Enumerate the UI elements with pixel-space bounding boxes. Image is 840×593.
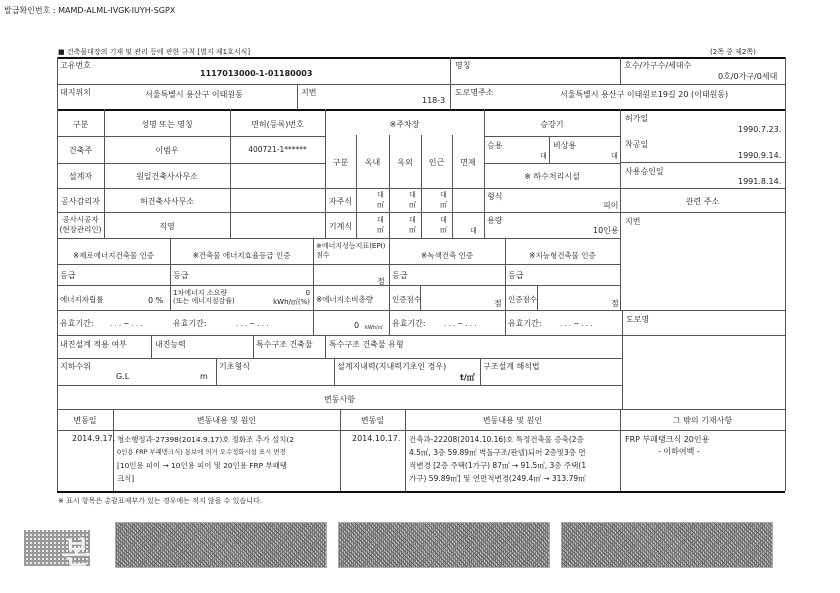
smart-grade-label: 등급: [508, 271, 524, 280]
self-rate-label: 에너지자립률: [60, 295, 104, 304]
parking-self-label: 자주식: [328, 197, 353, 206]
sewage-cap-label: 용량: [487, 216, 503, 225]
unit-m2: ㎡: [377, 201, 384, 209]
unit-m2: ㎡: [440, 226, 447, 234]
energy-total-label: ※에너지소비총량: [316, 295, 373, 304]
change-line: 적변경 [2층 주택(1가구) 87㎡ → 91.5㎡, 3층 주택(1: [409, 461, 587, 470]
sewage-cap-value: 10인용: [593, 226, 619, 235]
green-cert-score-label: 인증점수: [392, 295, 421, 304]
unique-no-label: 고유번호: [60, 61, 91, 70]
change-date: 2014.9.17.: [72, 434, 116, 443]
change-line: 청소행정과-27398(2014.9.17)호 정화조 추가 설치(2: [117, 435, 295, 444]
eff-grade-label: 등급: [173, 271, 189, 280]
green-validity-label: 유효기간:: [392, 319, 426, 328]
form-caption: ■ 건축물대장의 기재 및 관리 등에 관한 규칙 [별지 제1호서식]: [58, 48, 251, 56]
elevator-emergency: 비상용: [553, 141, 577, 150]
lot-value: 118-3: [422, 96, 446, 105]
name-label: 명칭: [455, 61, 471, 70]
constructor-label: 공사시공자 (현장관리인): [59, 215, 102, 234]
approval-date: 1991.8.14.: [738, 177, 782, 186]
owner-license: 400721-1******: [248, 145, 307, 154]
unit-dae: 대: [377, 191, 384, 199]
energy-total-unit: kWh/㎡: [365, 325, 383, 331]
change-line: [10인용 피이 → 10인용 피이 및 20인용 FRP 부패탱: [117, 461, 287, 470]
parking-title: ※주차장: [389, 120, 420, 129]
constructor-name: 직영: [159, 222, 175, 231]
smart-validity-label: 유효기간:: [508, 319, 542, 328]
unit-m2: ㎡: [377, 226, 384, 234]
unit-dae: 대: [409, 216, 416, 224]
special-structure-type-label: 특수구조 건축물 유형: [329, 340, 404, 349]
parking-exempt-header: 면제: [460, 158, 476, 167]
road-label: 도로명주소: [455, 88, 494, 97]
change-date-header: 변동일: [73, 416, 97, 425]
green-building-label: ※녹색건축 인증: [420, 251, 474, 260]
unit-dae: 대: [470, 227, 477, 235]
smart-building-label: ※지능형건축물 인증: [529, 251, 596, 260]
related-address-label: 관련 주소: [685, 197, 720, 206]
unit-value: 0호/0가구/0세대: [718, 72, 778, 81]
start-label: 착공일: [625, 140, 649, 149]
bearing-unit: t/㎡: [460, 373, 475, 382]
elevator-title: 승강기: [540, 120, 564, 129]
energy-efficiency-label: ※건축물 에너지효율등급 인증: [192, 251, 291, 260]
seismic-design-label: 내진설계 적용 여부: [60, 340, 127, 349]
parking-mech-label: 기계식: [328, 222, 353, 231]
road-value: 서울특별시 용산구 이태원로19길 20 (이태원동): [560, 90, 729, 99]
barcode-block-3: [561, 522, 773, 568]
seismic-capacity-label: 내진능력: [155, 340, 186, 349]
special-structure-label: 특수구조 건축물: [256, 340, 313, 349]
footnote: ※ 표시 항목은 총괄표제부가 있는 경우에는 적지 않을 수 있습니다.: [58, 497, 262, 505]
primary-energy-label: 1차에너지 소요량 (또는 에너지절감률): [173, 289, 235, 305]
other-item: FRP 부패탱크식 20인용: [625, 435, 710, 444]
watermark-char: 본: [62, 536, 91, 571]
sewage-title: ※ 하수처리시설: [524, 172, 580, 181]
smart-cert-score-label: 인증점수: [508, 295, 537, 304]
eff-validity-value: . . . ~ . . .: [236, 320, 269, 328]
change-content-left: [117, 433, 294, 485]
smart-score-unit: 점: [611, 299, 619, 308]
change-content-header: 변동내용 및 원인: [196, 416, 257, 425]
analysis-method-label: 구조설계 해석법: [483, 362, 540, 371]
unique-no-value: 1117013000-1-01180003: [200, 69, 313, 78]
change-line: 4.5㎡, 3층 59.89㎡ 벽돌구조/판넬)되어 2층및3층 면: [409, 448, 586, 457]
owner-label: 건축주: [68, 146, 93, 155]
parking-outdoor-header: 옥외: [397, 158, 413, 167]
designer-label: 설계자: [68, 172, 93, 181]
foundation-label: 기초형식: [219, 362, 250, 371]
change-content-header: 변동내용 및 원인: [482, 416, 543, 425]
people-name-header: 성명 또는 명칭: [141, 120, 193, 129]
site-value: 서울특별시 용산구 이태원동: [145, 90, 243, 99]
page-info: (2쪽 중 제2쪽): [710, 48, 756, 56]
eff-validity-label: 유효기간:: [173, 319, 207, 328]
changes-title: 변동사항: [324, 395, 355, 404]
self-rate-value: 0 %: [148, 296, 164, 305]
groundwater-gl: G.L: [116, 372, 130, 381]
change-content-mid: [409, 433, 586, 485]
owner-name: 이범우: [155, 146, 179, 155]
zero-grade-label: 등급: [60, 271, 76, 280]
lot-label: 지번: [301, 88, 317, 97]
supervisor-label: 공사감리자: [61, 197, 100, 206]
zero-validity-value: . . . ~ . . .: [110, 320, 143, 328]
elevator-unit: 대: [540, 152, 547, 160]
change-line: 크식]: [117, 474, 135, 483]
permit-label: 허가일: [625, 114, 649, 123]
unit-m2: ㎡: [409, 201, 416, 209]
people-kind-header: 구분: [72, 120, 89, 129]
change-date-header: 변동일: [360, 416, 385, 425]
smart-validity-value: . . . ~ . . .: [560, 320, 593, 328]
designer-name: 원일건축사사무소: [136, 172, 198, 181]
unit-m2: ㎡: [409, 226, 416, 234]
unit-dae: 대: [409, 191, 416, 199]
change-line: 가구) 59.89㎡] 및 연면적변경(249.4㎡ → 313.79㎡: [409, 474, 586, 483]
green-score-unit: 점: [494, 299, 502, 308]
supervisor-name: 허건축사사무소: [139, 197, 195, 206]
green-grade-label: 등급: [392, 271, 408, 280]
approval-label: 사용승인일: [625, 167, 664, 176]
green-validity-value: . . . ~ . . .: [444, 320, 477, 328]
people-license-header: 면허(등록)번호: [251, 120, 304, 129]
unit-m2: ㎡: [440, 201, 447, 209]
barcode-block-2: [338, 522, 550, 568]
epi-label: ※에너지성능지표(EPI) 점수: [316, 242, 386, 259]
change-date: 2014.10.17.: [352, 434, 401, 443]
change-line: 건축과-22208(2014.10.16)호 특정건축물 증축(2층: [409, 435, 584, 444]
parking-adjacent-header: 인근: [428, 158, 445, 167]
road-name-label: 도로명: [626, 315, 650, 324]
other-item: - 이하여백 -: [658, 447, 700, 456]
unit-dae: 대: [440, 191, 447, 199]
elevator-passenger: 승용: [487, 141, 503, 150]
site-label: 대지위치: [60, 88, 91, 97]
change-line: 0인용 FRP 부패탱크식) 통보에 의거 오수정화시설 표시 변경: [117, 448, 286, 456]
elevator-unit: 대: [611, 152, 618, 160]
issue-number: 발급확인번호 : MAMD-ALML-IVGK-IUYH-SGPX: [4, 6, 176, 15]
unit-dae: 대: [377, 216, 384, 224]
energy-total-value: 0: [354, 321, 360, 330]
primary-energy-value: 0 kWh/㎡(%): [273, 289, 310, 306]
zero-energy-label: ※제로에너지건축물 인증: [72, 251, 155, 260]
groundwater-label: 지하수위: [60, 362, 91, 371]
unit-dae: 대: [440, 216, 447, 224]
permit-date: 1990.7.23.: [738, 125, 782, 134]
start-date: 1990.9.14.: [738, 151, 782, 160]
sewage-type-label: 형식: [487, 192, 503, 201]
groundwater-unit: m: [200, 372, 208, 381]
sewage-type-value: 피이: [603, 201, 619, 210]
unit-label: 호수/가구수/세대수: [624, 61, 692, 70]
zero-validity-label: 유효기간:: [60, 319, 94, 328]
related-lot-label: 지번: [625, 217, 641, 226]
bearing-label: 설계지내력(지내력기초인 경우): [337, 362, 447, 371]
parking-kind-header: 구분: [332, 158, 349, 167]
parking-indoor-header: 옥내: [364, 158, 381, 167]
barcode-block-1: [115, 522, 327, 568]
epi-score-unit: 점: [377, 277, 385, 286]
other-items-header: 그 밖의 기재사항: [672, 416, 733, 425]
